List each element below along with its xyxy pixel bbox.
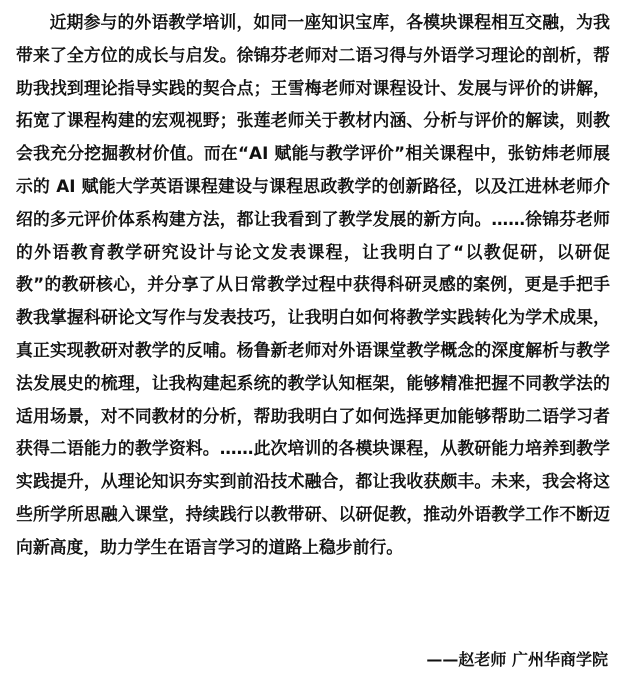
body-paragraph: 近期参与的外语教学培训，如同一座知识宝库，各模块课程相互交融，为我带来了全方位的成长与启发。徐锦芬老师对二语习得与外语学习理论的剖析，帮助我找到理论指导实践的契合点；王雪梅老师对课程设计、发展与评价的讲解，拓宽了课程构建的宏观视野；张莲老师关于教材内涵、分析与评价的解读，则教会我充分挖掘教材价值。而在“AI 赋能与教学评价”相关课程中，张钫炜老师展示的 AI 赋能大学英语课程建设与课程思政教学的创新路径，以及江进林老师介绍的多元评价体系构建方法，都让我看到了教学发展的新方向。……徐锦芬老师的外语教育教学研究设计与论文发表课程，让我明白了“以教促研，以研促教”的教研核心，并分享了从日常教学过程中获得科研灵感的案例，更是手把手教我掌握科研论文写作与发表技巧，让我明白如何将教学实践转化为学术成果，真正实现教研对教学的反哺。杨鲁新老师对外语课堂教学概念的深度解析与教学法发展史的梳理，让我构建起系统的教学认知框架，能够精准把握不同教学法的适用场景，对不同教材的分析，帮助我明白了如何选择更加能够帮助二语学习者获得二语能力的教学资料。……此次培训的各模块课程，从教研能力培养到教学实践提升，从理论知识夯实到前沿技术融合，都让我收获颇丰。未来，我会将这些所学所思融入课堂，持续践行以教带研、以研促教，推动外语教学工作不断迈向新高度，助力学生在语言学习的道路上稳步前行。 bbox=[16, 12, 610, 557]
author-signature: ——赵老师 广州华商学院 bbox=[426, 650, 608, 669]
